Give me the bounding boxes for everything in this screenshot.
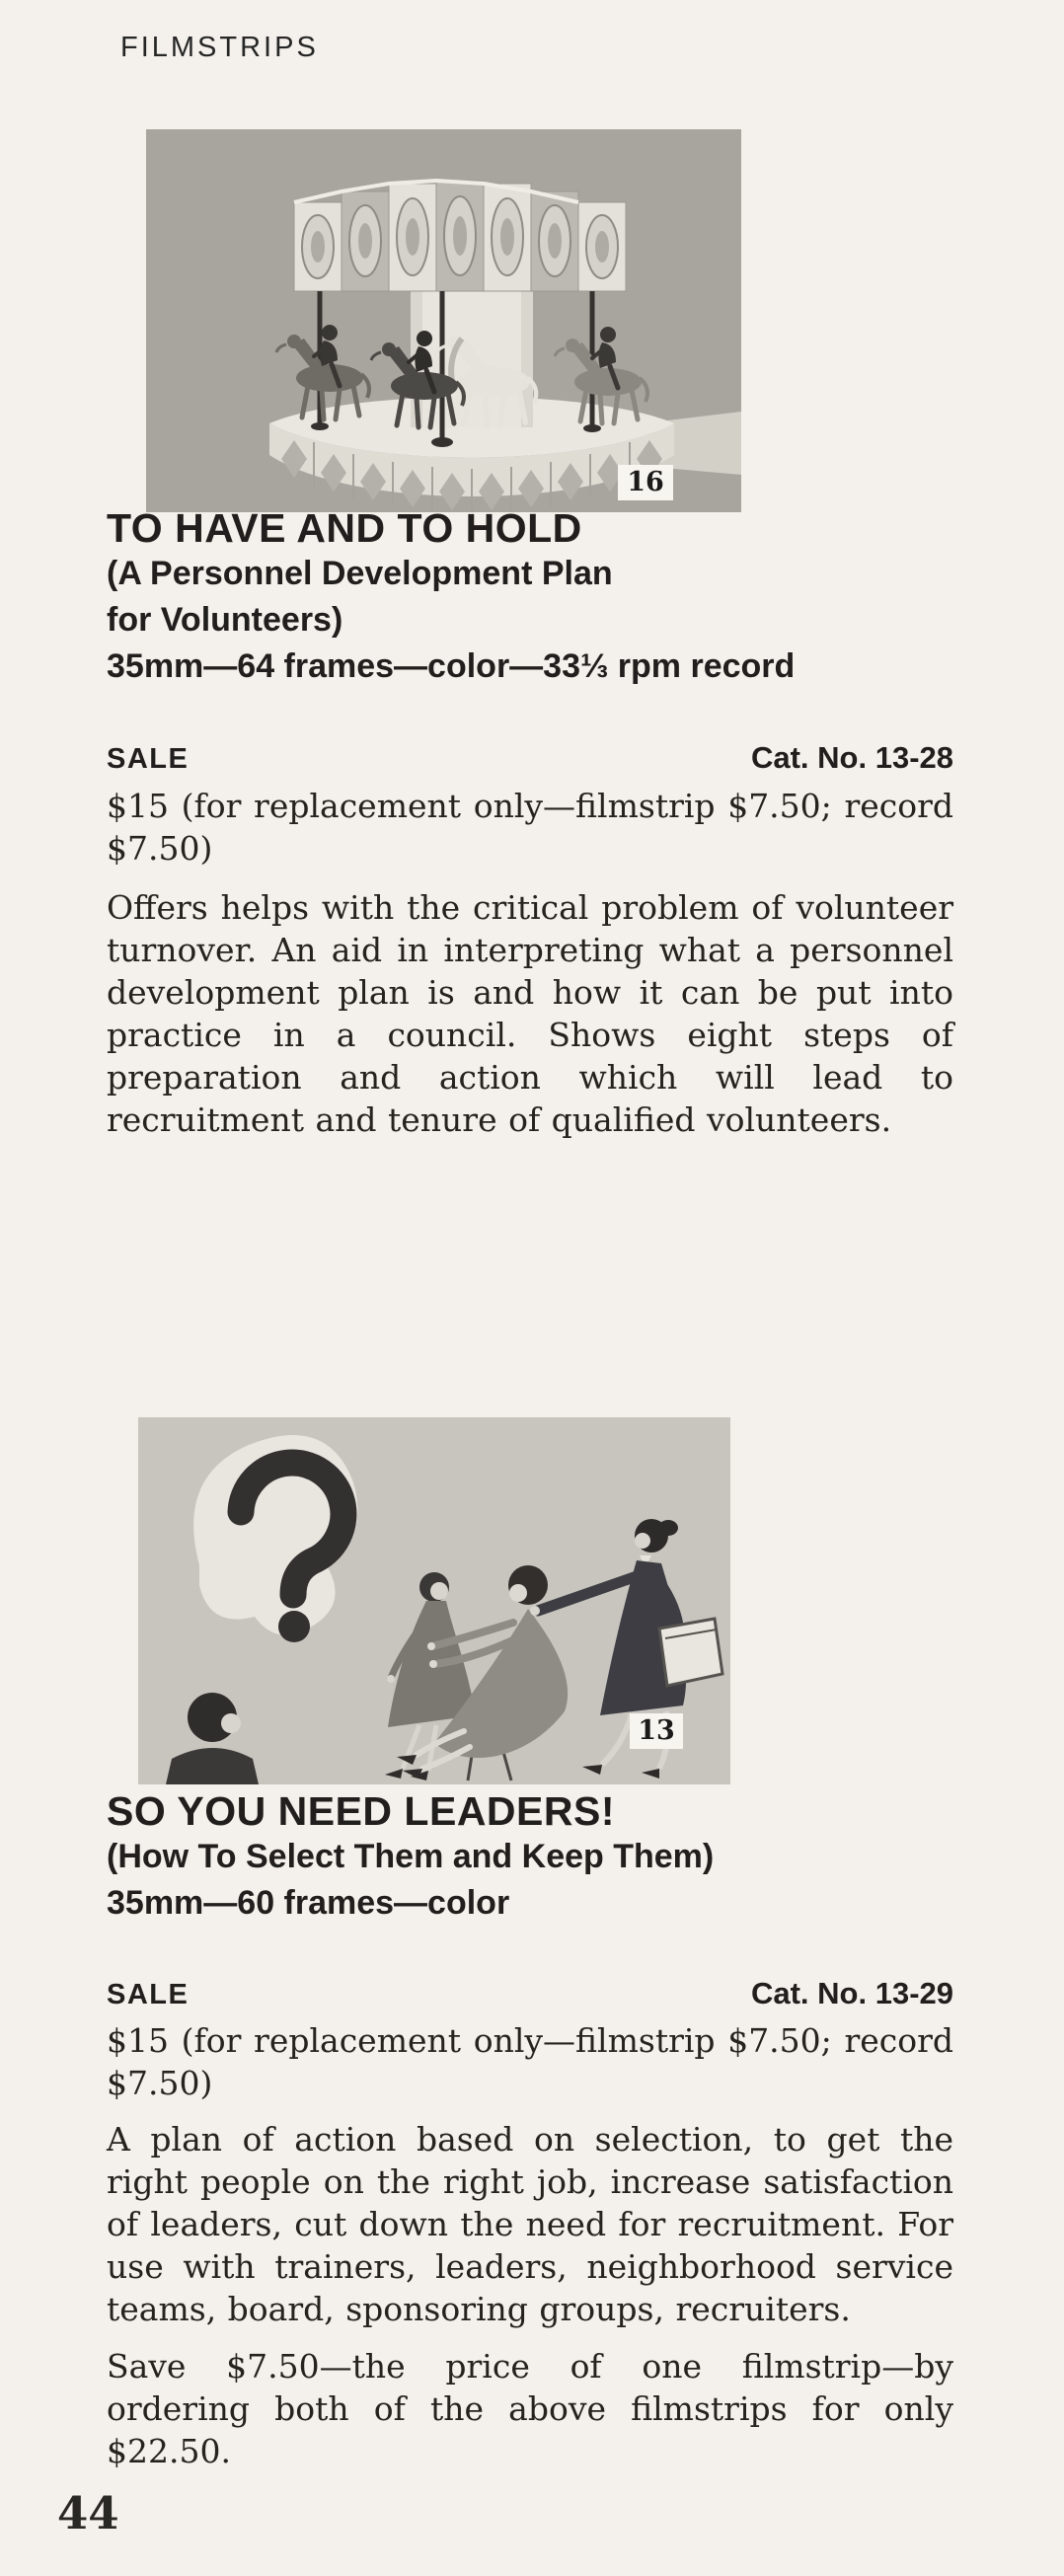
product-heading-block <box>107 1788 975 1927</box>
section-header: FILMSTRIPS <box>120 32 319 63</box>
product-description: Offers helps with the critical problem of volunteer turnover. An aid in interpreting what a personnel development plan is and how it can be put into practice in a council. Shows eight steps of preparation and action which will lead to recruitment and tenure of qualified volunteers. <box>107 888 953 1139</box>
product-description: A plan of action based on selection, to get the right people on the right job, increase satisfaction of leaders, cut down the need for recruitment. For use with trainers, leaders, neighborhood service teams, board, sponsoring groups, recruiters. <box>107 2120 953 2328</box>
catalog-number: Cat. No. 13-29 <box>750 1976 953 2010</box>
product-spec: 35mm—64 frames—color—33⅓ rpm record <box>107 647 796 685</box>
sale-label: SALE <box>107 1979 190 2010</box>
figure-so-you-need-leaders <box>138 1417 730 1784</box>
product-subtitle-line: (A Personnel Development Plan <box>107 555 613 592</box>
sale-row <box>107 1976 953 2011</box>
frame-number-badge: 16 <box>618 465 673 500</box>
carousel-illustration <box>146 129 741 512</box>
product-subtitle-line: (How To Select Them and Keep Them) <box>107 1838 715 1875</box>
product-spec: 35mm—60 frames—color <box>107 1884 510 1922</box>
sale-row <box>107 740 953 776</box>
figure-to-have-and-to-hold <box>146 129 741 512</box>
product-title: TO HAVE AND TO HOLD <box>107 505 582 551</box>
price-text: $15 (for replacement only—filmstrip $7.50; record $7.50) <box>107 2021 953 2102</box>
savings-note: Save $7.50—the price of one filmstrip—by ordering both of the above filmstrips for only $22.50. <box>107 2347 953 2470</box>
folder <box>659 1619 722 1686</box>
frame-number-badge: 13 <box>630 1713 683 1749</box>
catalog-number: Cat. No. 13-28 <box>750 740 953 775</box>
price-text: $15 (for replacement only—filmstrip $7.50; record $7.50) <box>107 787 953 868</box>
page-number: 44 <box>57 2487 119 2539</box>
product-title: SO YOU NEED LEADERS! <box>107 1788 615 1834</box>
product-heading-block <box>107 505 975 690</box>
product-subtitle-line: for Volunteers) <box>107 601 343 639</box>
sale-label: SALE <box>107 743 190 775</box>
